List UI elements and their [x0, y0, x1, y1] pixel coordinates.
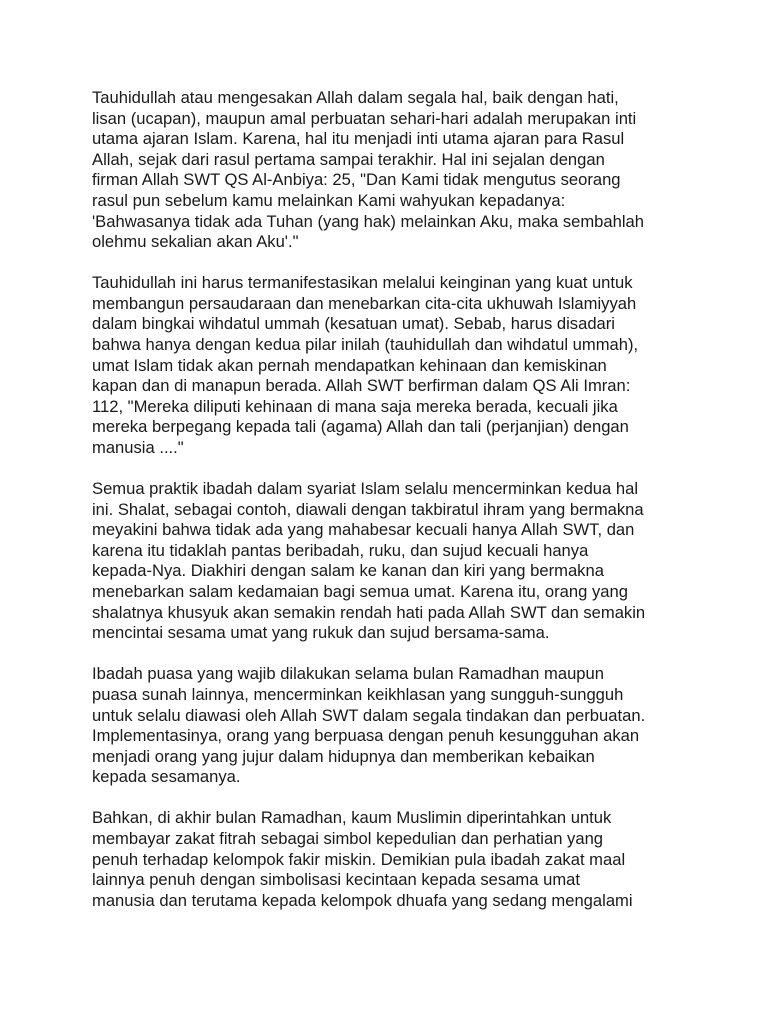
text-line: Tauhidullah atau mengesakan Allah dalam segala hal, baik dengan hati, — [92, 88, 619, 107]
text-line: membangun persaudaraan dan menebarkan cita-cita ukhuwah Islamiyyah — [92, 293, 637, 313]
text-line: menjadi orang yang jujur dalam hidupnya dan memberikan kebaikan — [92, 746, 595, 766]
text-line: manusia dan terutama kepada kelompok dhuafa yang sedang mengalami — [92, 890, 633, 910]
text-line: kepada sesamanya. — [92, 767, 241, 787]
text-line: Ibadah puasa yang wajib dilakukan selama bulan Ramadhan maupun — [92, 664, 604, 684]
paragraph-4 — [92, 664, 692, 788]
text-line: Implementasinya, orang yang berpuasa dengan penuh kesungguhan akan — [92, 726, 640, 746]
text-line: 112, "Mereka diliputi kehinaan di mana saja mereka berada, kecuali jika — [92, 396, 618, 416]
text-line: utama ajaran Islam. Karena, hal itu menjadi inti utama ajaran para Rasul — [92, 129, 625, 149]
paragraph-3 — [92, 479, 692, 644]
text-line: Allah, sejak dari rasul pertama sampai terakhir. Hal ini sejalan dengan — [92, 149, 605, 169]
paragraph-5 — [92, 808, 692, 911]
text-line: manusia ...." — [92, 438, 184, 457]
article-body — [92, 88, 692, 932]
text-line: Bahkan, di akhir bulan Ramadhan, kaum Muslimin diperintahkan untuk — [92, 808, 612, 828]
text-line: meyakini bahwa tidak ada yang mahabesar kecuali hanya Allah SWT, dan — [92, 520, 635, 540]
text-line: shalatnya khusyuk akan semakin rendah hati pada Allah SWT dan semakin — [92, 602, 646, 622]
text-line: bahwa hanya dengan kedua pilar inilah (tauhidullah dan wihdatul ummah), — [92, 335, 639, 355]
text-line: membayar zakat fitrah sebagai simbol kepedulian dan perhatian yang — [92, 829, 604, 848]
paragraph-1 — [92, 88, 692, 253]
text-line: mencintai sesama umat yang rukuk dan sujud bersama-sama. — [92, 623, 550, 643]
text-line: mereka berpegang kepada tali (agama) Allah dan tali (perjanjian) dengan — [92, 417, 629, 437]
text-line: puasa sunah lainnya, mencerminkan keikhlasan yang sungguh-sungguh — [92, 684, 624, 704]
text-line: untuk selalu diawasi oleh Allah SWT dalam segala tindakan dan perbuatan. — [92, 705, 646, 725]
text-line: umat Islam tidak akan pernah mendapatkan kehinaan dan kemiskinan — [92, 355, 607, 375]
text-line: 'Bahwasanya tidak ada Tuhan (yang hak) melainkan Aku, maka sembahlah — [92, 211, 645, 231]
text-line: olehmu sekalian akan Aku'." — [92, 232, 299, 252]
text-line: karena itu tidaklah pantas beribadah, ruku, dan sujud kecuali hanya — [92, 540, 589, 560]
text-line: Tauhidullah ini harus termanifestasikan melalui keinginan yang kuat untuk — [92, 273, 633, 293]
text-line: kepada-Nya. Diakhiri dengan salam ke kanan dan kiri yang bermakna — [92, 561, 604, 581]
text-line: menebarkan salam kedamaian bagi semua umat. Karena itu, orang yang — [92, 582, 628, 602]
text-line: penuh terhadap kelompok fakir miskin. Demikian pula ibadah zakat maal — [92, 849, 626, 869]
text-line: ini. Shalat, sebagai contoh, diawali dengan takbiratul ihram yang bermakna — [92, 499, 644, 519]
text-line: lisan (ucapan), maupun amal perbuatan sehari-hari adalah merupakan inti — [92, 108, 637, 128]
text-line: firman Allah SWT QS Al-Anbiya: 25, "Dan Kami tidak mengutus seorang — [92, 170, 621, 190]
text-line: dalam bingkai wihdatul ummah (kesatuan umat). Sebab, harus disadari — [92, 314, 615, 334]
text-line: kapan dan di manapun berada. Allah SWT berfirman dalam QS Ali Imran: — [92, 376, 631, 396]
paragraph-2 — [92, 273, 692, 458]
text-line: Semua praktik ibadah dalam syariat Islam selalu mencerminkan kedua hal — [92, 479, 639, 499]
text-line: lainnya penuh dengan simbolisasi kecintaan kepada sesama umat — [92, 870, 580, 890]
text-line: rasul pun sebelum kamu melainkan Kami wahyukan kepadanya: — [92, 190, 566, 210]
